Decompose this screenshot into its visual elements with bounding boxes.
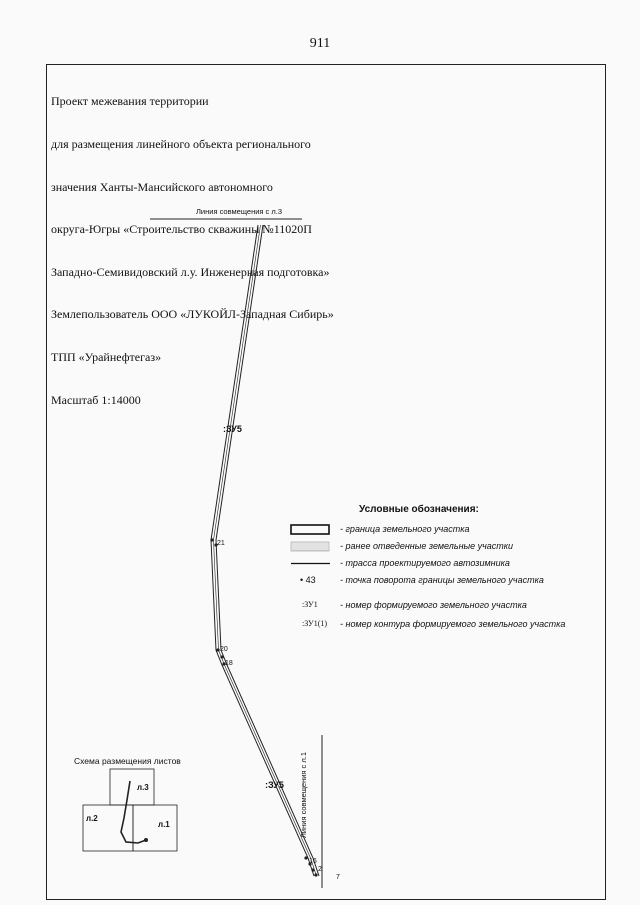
title-line: округа-Югры «Строительство скважины №11020П [51,222,312,237]
contour-number-symbol: :ЗУ1(1) [302,619,328,628]
turning-point [210,538,213,541]
sheet-label-2: л.2 [86,814,98,823]
scale-line: Масштаб 1:14000 [51,392,141,407]
point-label: 16 [309,858,317,865]
turning-point [311,868,314,871]
title-line: для размещения линейного объекта регионального [51,137,311,152]
title-line: Западно-Семивидовский л.у. Инженерная подготовка» [51,264,330,279]
parcel-label-upper: :ЗУ5 [223,424,242,434]
legend-item-text: - номер контура формируемого земельного участка [340,619,566,629]
point-label: 18 [225,660,233,667]
point-symbol: • 43 [300,575,316,585]
legend-item-text: - номер формируемого земельного участка [340,600,527,610]
turning-point [314,873,317,876]
parcel-number-symbol: :ЗУ1 [302,600,318,609]
dotted-area-symbol-icon [290,541,336,552]
legend-item-text: - точка поворота границы земельного участка [340,575,544,585]
title-line: ТПП «Урайнефтегаз» [51,350,162,365]
sheet-label-3: л.3 [137,783,149,792]
title-line: Землепользователь ООО «ЛУКОЙЛ-Западная Сибирь» [51,307,334,322]
page-number: 911 [309,36,331,51]
legend-title: Условные обозначения: [359,504,479,515]
title-line: значения Ханты-Мансийского автономного [51,179,273,194]
turning-point [220,655,223,658]
sheet-scheme-title: Схема размещения листов [74,756,181,766]
point-label: 2 [318,866,322,873]
parcel-label-lower: :ЗУ5 [265,780,284,790]
match-line-right-label: Линия совмещения с л.1 [299,751,308,838]
match-line-top-label: Линия совмещения с л.3 [196,207,283,216]
point-label: 20 [220,646,228,653]
title-line: Проект межевания территории [51,94,209,109]
legend-item-text: - ранее отведенные земельные участки [340,541,514,551]
sheet-scheme-diagram [83,769,177,851]
sheet-label-1: л.1 [158,820,170,829]
point-label: 7 [336,874,340,881]
route-sketch-end [144,838,147,841]
turning-point [304,856,307,859]
legend-item-text: - граница земельного участка [340,524,470,534]
route-line-symbol-icon [290,558,336,569]
point-label: 21 [217,540,225,547]
legend-item-text: - трасса проектируемого автозимника [340,558,510,568]
boundary-symbol-icon [290,524,336,535]
sheet-box-1 [133,805,177,851]
